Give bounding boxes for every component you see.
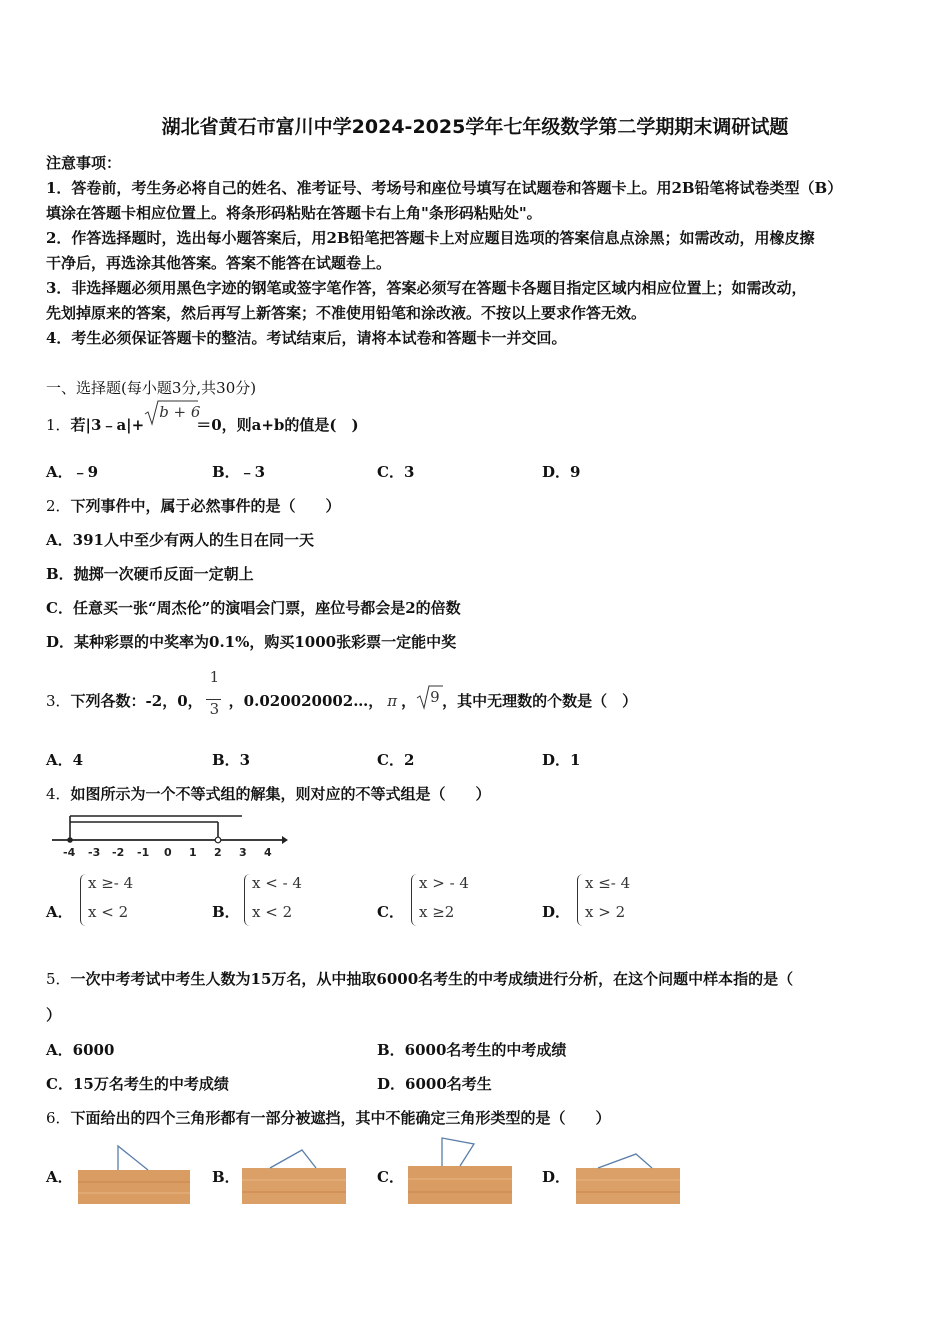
notice-line: 填涂在答题卡相应位置上。将条形码粘贴在答题卡右上角"条形码粘贴处"。: [46, 204, 542, 222]
pi-symbol: π: [387, 692, 398, 710]
number-line-figure: [50, 812, 290, 862]
q4-c-ineq-2: x ≥2: [419, 903, 455, 921]
q4-b-ineq-1: x < - 4: [252, 874, 302, 892]
q3-option-c[interactable]: C．2: [377, 751, 415, 769]
q3-pre: 下列各数：-2，0，: [70, 692, 203, 710]
question-2-stem: [46, 495, 341, 516]
q3-post: ，其中无理数的个数是（ ）: [442, 692, 638, 710]
fraction-denominator: 3: [209, 700, 220, 718]
tick-label: 2: [214, 846, 222, 859]
q5-option-b[interactable]: B．6000名考生的中考成绩: [377, 1041, 567, 1059]
q1-radicand: b + 6: [159, 403, 201, 421]
q2-option-b[interactable]: B．抛掷一次硬币反面一定朝上: [46, 565, 254, 583]
q1-post: ＝0，则a+b的值是( ): [196, 416, 359, 434]
q6-option-b[interactable]: B．: [212, 1168, 240, 1186]
q3-option-d[interactable]: D．1: [542, 751, 581, 769]
q6-figure-d: [574, 1140, 682, 1206]
wood-board-icon: [576, 1168, 680, 1204]
triangle-visible-part: [118, 1146, 148, 1170]
q3-mid: ，0.020020002…，: [228, 692, 384, 710]
q1-option-a[interactable]: A．﹣9: [46, 463, 99, 481]
question-number: 6．: [46, 1109, 71, 1127]
question-number: 3．: [46, 692, 71, 710]
solid-dot: [67, 837, 73, 843]
q2-stem: 下列事件中，属于必然事件的是（ ）: [70, 497, 341, 515]
question-5-stem: [46, 968, 793, 989]
q3-option-a[interactable]: A．4: [46, 751, 84, 769]
q4-c-ineq-1: x > - 4: [419, 874, 469, 892]
tick-label: 0: [164, 846, 172, 859]
q3-option-b[interactable]: B．3: [212, 751, 251, 769]
q5-option-a[interactable]: A．6000: [46, 1041, 115, 1059]
notice-line: 2．作答选择题时，选出每小题答案后，用2B铅笔把答题卡上对应题目选项的答案信息点涂黑；如需改动，用橡皮擦: [46, 229, 815, 247]
tick-label: -2: [112, 846, 125, 859]
q1-option-b[interactable]: B．﹣3: [212, 463, 266, 481]
notice-line: 1．答卷前，考生务必将自己的姓名、准考证号、考场号和座位号填写在试题卷和答题卡上。用2B铅笔将试卷类型（B）: [46, 179, 843, 197]
triangle-visible-part: [598, 1154, 652, 1168]
brace-icon: [411, 874, 418, 926]
q4-b-ineq-2: x < 2: [252, 903, 293, 921]
question-number: 2．: [46, 497, 71, 515]
q4-a-ineq-1: x ≥- 4: [88, 874, 134, 892]
notice-line: 干净后，再选涂其他答案。答案不能答在试题卷上。: [46, 254, 392, 272]
q3-fraction: [203, 668, 229, 718]
tick-label: -1: [137, 846, 150, 859]
q5-option-d[interactable]: D．6000名考生: [377, 1075, 492, 1093]
q4-option-b[interactable]: B．: [212, 903, 240, 921]
q3-sqrt-radicand: 9: [430, 688, 440, 706]
q5-stem-continued: ）: [46, 1006, 62, 1024]
brace-icon: [80, 874, 87, 926]
q1-option-c[interactable]: C．3: [377, 463, 415, 481]
q6-option-a[interactable]: A．: [46, 1168, 73, 1186]
question-4-stem: [46, 783, 491, 804]
notice-heading: 注意事项：: [46, 154, 122, 172]
q6-figure-b: [240, 1140, 348, 1206]
section-heading: 一、选择题(每小题3分,共30分): [46, 379, 257, 397]
q4-option-a[interactable]: A．: [46, 903, 73, 921]
question-1-stem: [46, 403, 359, 435]
q1-sqrt: [144, 403, 201, 430]
notice-line: 4．考生必须保证答题卡的整洁。考试结束后，请将本试卷和答题卡一并交回。: [46, 329, 567, 347]
tick-label: 4: [264, 846, 272, 859]
q4-stem: 如图所示为一个不等式组的解集，则对应的不等式组是（ ）: [70, 785, 491, 803]
tick-label: 3: [239, 846, 247, 859]
fraction-numerator: 1: [209, 668, 220, 686]
triangle-visible-part: [270, 1150, 316, 1168]
q3-sqrt: [416, 688, 442, 706]
tick-label: -4: [63, 846, 76, 859]
q6-figure-a: [76, 1140, 192, 1206]
q4-a-ineq-2: x < 2: [88, 903, 129, 921]
triangle-visible-part: [442, 1138, 474, 1166]
q6-stem: 下面给出的四个三角形都有一部分被遮挡，其中不能确定三角形类型的是（ ）: [70, 1109, 611, 1127]
brace-icon: [577, 874, 584, 926]
q1-option-d[interactable]: D．9: [542, 463, 581, 481]
q2-option-c[interactable]: C．任意买一张“周杰伦”的演唱会门票，座位号都会是2的倍数: [46, 599, 461, 617]
question-6-stem: [46, 1107, 611, 1128]
q6-option-d[interactable]: D．: [542, 1168, 571, 1186]
wood-board-icon: [78, 1170, 190, 1204]
question-number: 1．: [46, 416, 71, 434]
tick-label: 1: [189, 846, 197, 859]
wood-board-icon: [242, 1168, 346, 1204]
question-number: 5．: [46, 970, 71, 988]
q6-option-c[interactable]: C．: [377, 1168, 404, 1186]
q4-d-ineq-2: x > 2: [585, 903, 626, 921]
hollow-dot: [215, 837, 221, 843]
q1-pre: 若|3﹣a|+: [70, 416, 145, 434]
q5-stem: 一次中考考试中考生人数为15万名，从中抽取6000名考生的中考成绩进行分析，在这个问题中样本指的是（: [70, 970, 794, 988]
q4-option-d[interactable]: D．: [542, 903, 571, 921]
question-number: 4．: [46, 785, 71, 803]
axis-arrow-icon: [282, 836, 288, 844]
page-title: 湖北省黄石市富川中学2024-2025学年七年级数学第二学期期末调研试题: [161, 116, 789, 138]
brace-icon: [244, 874, 251, 926]
q4-d-ineq-1: x ≤- 4: [585, 874, 631, 892]
wood-board-icon: [408, 1166, 512, 1204]
tick-label: -3: [88, 846, 101, 859]
q6-figure-c: [406, 1134, 514, 1206]
q4-option-c[interactable]: C．: [377, 903, 404, 921]
q2-option-d[interactable]: D．某种彩票的中奖率为0.1%，购买1000张彩票一定能中奖: [46, 633, 457, 651]
question-3-stem: [46, 668, 638, 718]
notice-line: 3．非选择题必须用黑色字迹的钢笔或签字笔作答，答案必须写在答题卡各题目指定区域内相应位置上；如需改动，: [46, 279, 807, 297]
q2-option-a[interactable]: A．391人中至少有两人的生日在同一天: [46, 531, 314, 549]
notice-line: 先划掉原来的答案，然后再写上新答案；不准使用铅笔和涂改液。不按以上要求作答无效。: [46, 304, 647, 322]
q3-sep: ，: [401, 692, 417, 710]
q5-option-c[interactable]: C．15万名考生的中考成绩: [46, 1075, 229, 1093]
